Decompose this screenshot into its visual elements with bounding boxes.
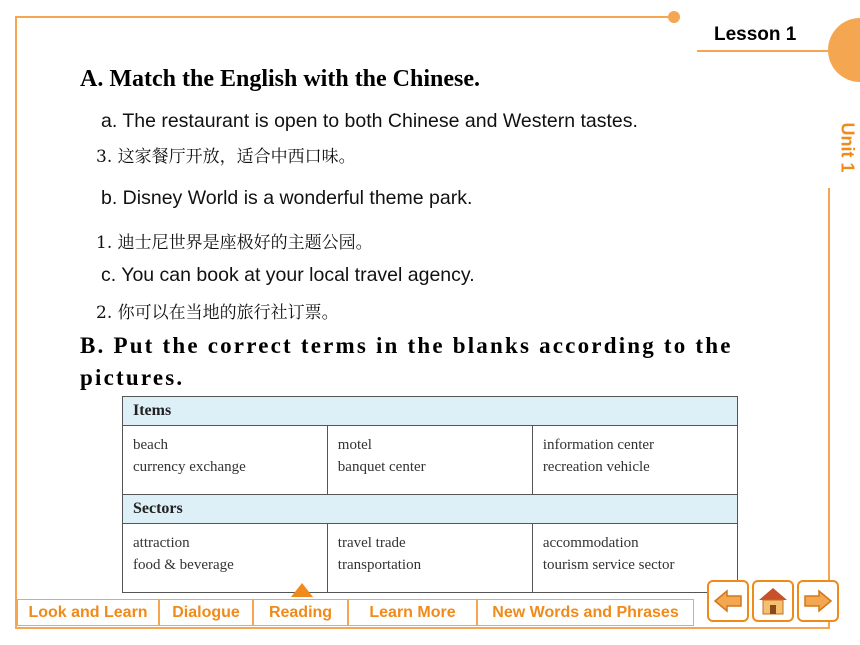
term: banquet center [337,459,426,475]
frame-dot [668,11,680,23]
term: travel trade [337,535,406,551]
sentence-a-chinese: 3. 这家餐厅开放，适合中西口味。 [96,147,356,167]
sentence-c-chinese: 2. 你可以在当地的旅行社订票。 [96,303,339,323]
terms-table [122,396,738,593]
tab-look-and-learn[interactable]: Look and Learn [17,599,159,626]
term: motel [337,437,372,453]
sentence-b-chinese: 1. 迪士尼世界是座极好的主题公园。 [96,233,373,253]
prev-button[interactable] [707,580,749,622]
next-button[interactable] [797,580,839,622]
frame-border-top [15,16,673,18]
term: recreation vehicle [542,459,650,475]
arrow-right-icon [802,585,834,617]
frame-border-right [828,188,830,628]
term: beach [133,437,168,453]
sectors-cell [532,524,737,593]
term: information center [542,437,655,453]
home-icon [757,585,789,617]
sectors-header: Sectors [123,495,738,524]
sentence-c-english: c. You can book at your local travel agency. [101,264,475,286]
term: accommodation [542,535,639,551]
term: tourism service sector [542,557,675,573]
sentence-b-english: b. Disney World is a wonderful theme park. [101,187,473,209]
term: currency exchange [133,459,246,475]
tab-dialogue[interactable]: Dialogue [159,599,253,626]
items-cell [123,426,328,495]
tab-learn-more[interactable]: Learn More [348,599,477,626]
section-b-title: B. Put the correct terms in the blanks according to the pictures. [80,333,733,390]
frame-border-bottom [15,627,830,629]
active-tab-indicator [291,583,313,597]
lesson-underline [697,50,830,52]
home-button[interactable] [752,580,794,622]
section-a-title: A. Match the English with the Chinese. [80,66,481,92]
items-cell [327,426,532,495]
tab-reading[interactable]: Reading [253,599,348,626]
unit-label: Unit 1 [837,122,858,173]
frame-border-left [15,16,17,628]
term: transportation [337,557,422,573]
arrow-left-icon [712,585,744,617]
corner-decoration [828,18,860,82]
tab-new-words-and-phrases[interactable]: New Words and Phrases [477,599,694,626]
term: attraction [133,535,190,551]
sectors-cell [327,524,532,593]
items-header: Items [123,397,738,426]
term: food & beverage [133,557,234,573]
items-cell [532,426,737,495]
sentence-a-english: a. The restaurant is open to both Chinese and Western tastes. [101,110,638,132]
lesson-title: Lesson 1 [714,24,797,45]
